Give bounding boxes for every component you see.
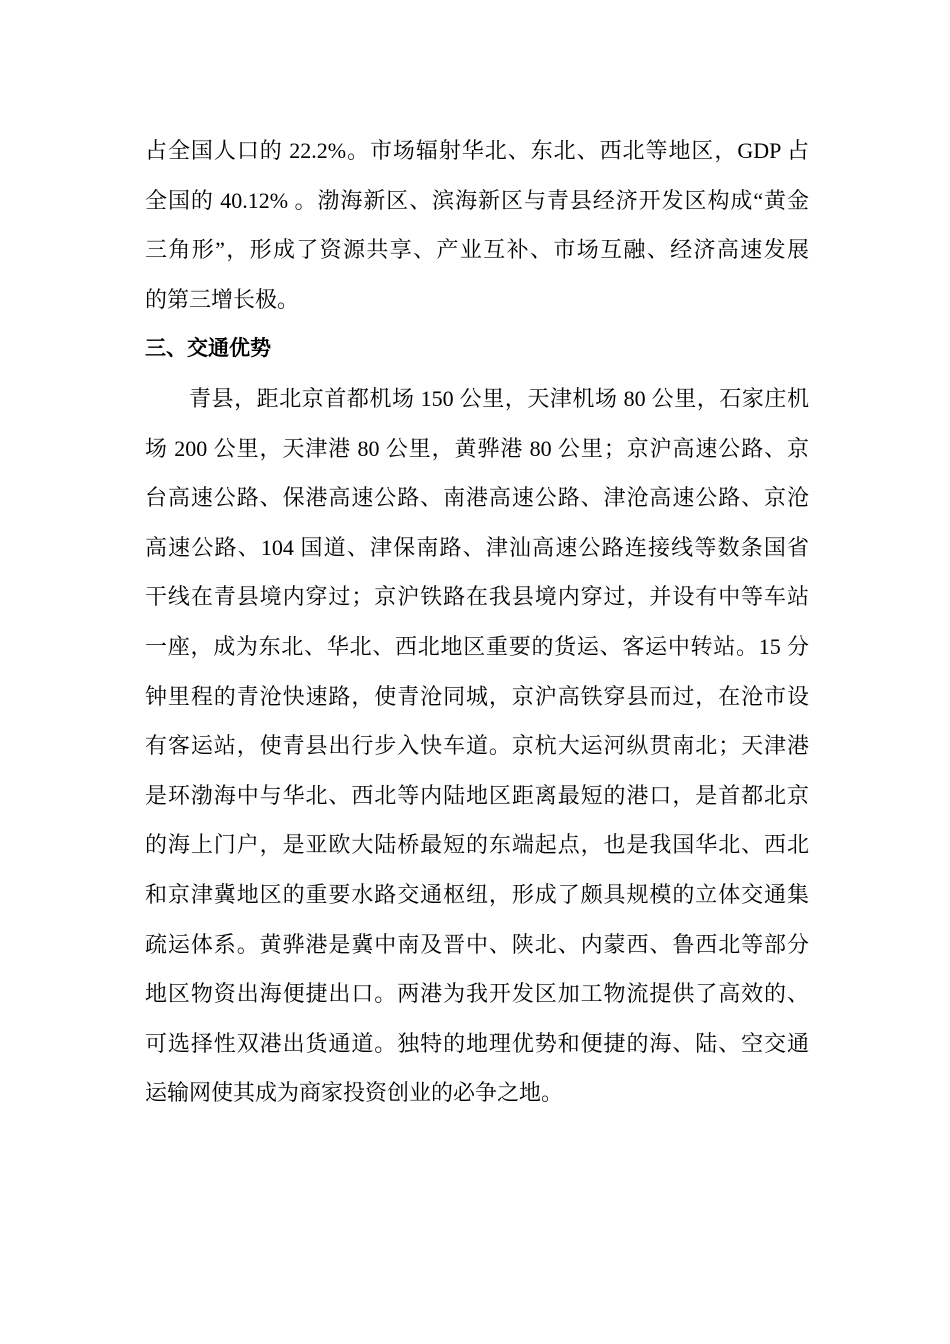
paragraph-line: 可选择性双港出货通道。独特的地理优势和便捷的海、陆、空交通 <box>145 1030 809 1056</box>
paragraph-transport-advantages <box>145 374 809 1118</box>
paragraph-line: 高速公路、104 国道、津保南路、津汕高速公路连接线等数条国省 <box>145 534 809 560</box>
paragraph-line: 有客运站，使青县出行步入快车道。京杭大运河纵贯南北；天津港 <box>145 733 809 759</box>
paragraph-line: 台高速公路、保港高速公路、南港高速公路、津沧高速公路、京沧 <box>145 485 809 511</box>
paragraph-line: 三角形”，形成了资源共享、产业互补、市场互融、经济高速发展 <box>145 237 809 263</box>
paragraph-line: 青县，距北京首都机场 150 公里，天津机场 80 公里，石家庄机 <box>189 385 809 411</box>
paragraph-line: 的海上门户，是亚欧大陆桥最短的东端起点，也是我国华北、西北 <box>145 832 809 858</box>
paragraph-line: 一座，成为东北、华北、西北地区重要的货运、客运中转站。15 分 <box>145 633 809 659</box>
paragraph-line: 全国的 40.12% 。渤海新区、滨海新区与青县经济开发区构成“黄金 <box>145 187 809 213</box>
paragraph-line: 钟里程的青沧快速路，使青沧同城，京沪高铁穿县而过，在沧市设 <box>145 683 809 709</box>
paragraph-line: 地区物资出海便捷出口。两港为我开发区加工物流提供了高效的、 <box>145 981 809 1007</box>
paragraph-line: 疏运体系。黄骅港是冀中南及晋中、陕北、内蒙西、鲁西北等部分 <box>145 931 809 957</box>
paragraph-line: 和京津冀地区的重要水路交通枢纽，形成了颇具规模的立体交通集 <box>145 881 809 907</box>
paragraph-line: 的第三增长极。 <box>145 286 300 312</box>
paragraph-line: 占全国人口的 22.2%。市场辐射华北、东北、西北等地区，GDP 占 <box>145 138 809 163</box>
document-body <box>145 126 809 1118</box>
section-heading-transport: 三、交通优势 <box>145 336 271 361</box>
paragraph-population-market <box>145 126 809 324</box>
paragraph-line: 运输网使其成为商家投资创业的必争之地。 <box>145 1080 564 1106</box>
paragraph-line: 场 200 公里，天津港 80 公里，黄骅港 80 公里；京沪高速公路、京 <box>145 435 809 461</box>
paragraph-line: 是环渤海中与华北、西北等内陆地区距离最短的港口，是首都北京 <box>145 782 809 808</box>
paragraph-line: 干线在青县境内穿过；京沪铁路在我县境内穿过，并设有中等车站 <box>145 584 809 610</box>
